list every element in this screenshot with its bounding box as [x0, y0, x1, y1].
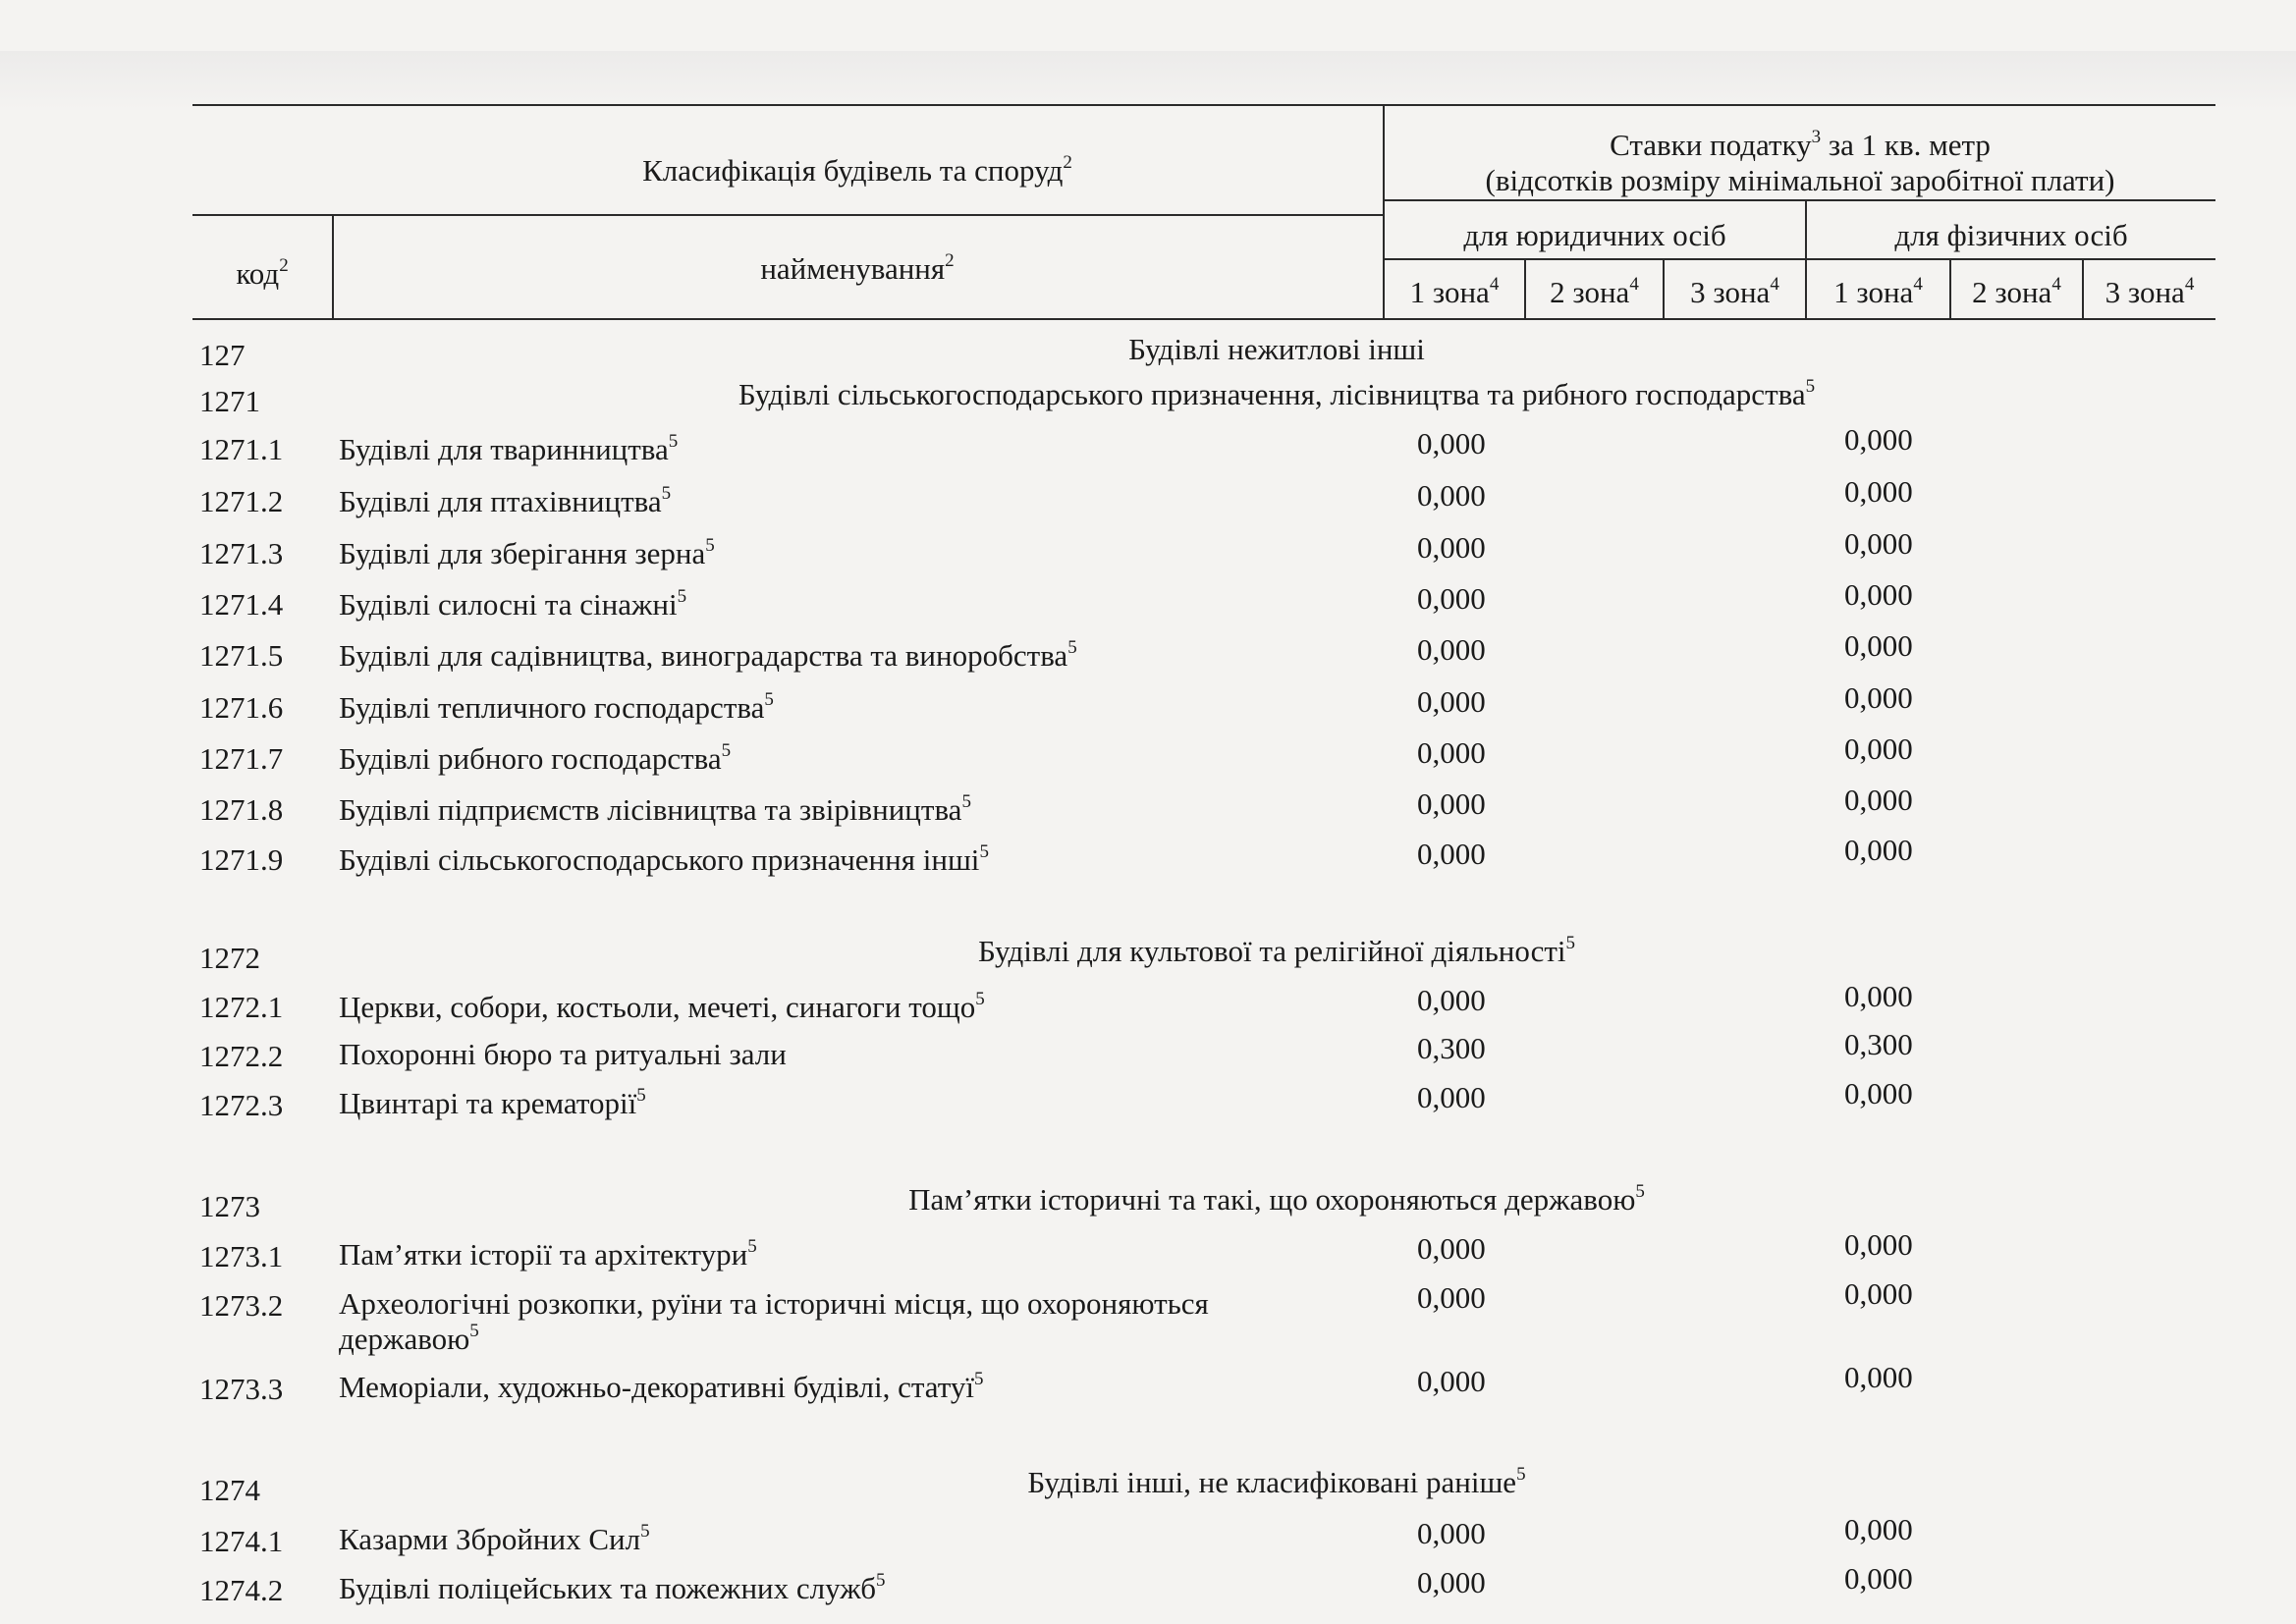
rate-legal: 0,000	[1417, 735, 1486, 770]
row-name: Меморіали, художньо-декоративні будівлі, статуї$^5$	[339, 1368, 984, 1404]
rate-legal: 0,000	[1417, 983, 1486, 1017]
header-legal-persons: для юридичних осіб	[1463, 218, 1726, 252]
row-code: 1274.1	[199, 1524, 284, 1558]
rate-legal: 0,000	[1417, 530, 1486, 565]
row-code: 1271.1	[199, 432, 284, 466]
row-code: 1273.1	[199, 1239, 284, 1273]
rate-legal: 0,000	[1417, 478, 1486, 513]
header-rates-line-2: (відсотків розміру мінімальної заробітної плати)	[1485, 163, 2115, 197]
row-code: 1273	[199, 1189, 260, 1223]
section-title: Будівлі для культової та релігійної діяльності$^5$	[977, 932, 1576, 968]
rate-physical: 0,000	[1844, 680, 1913, 715]
rate-legal: 0,000	[1417, 1231, 1486, 1266]
row-name: Будівлі підприємств лісівництва та звірівництва$^5$	[339, 790, 971, 827]
row-name: Цвинтарі та крематорії$^5$	[339, 1084, 646, 1120]
rate-physical: 0,000	[1844, 1360, 1913, 1394]
row-name: Будівлі поліцейських та пожежних служб$^5$	[339, 1569, 886, 1605]
row-code: 1274.2	[199, 1573, 284, 1607]
header-classification: Класифікація будівель та споруд$^2$	[642, 151, 1072, 188]
row-name: Церкви, собори, костьоли, мечеті, синагоги тощо$^5$	[339, 988, 985, 1024]
row-code: 127	[199, 338, 246, 372]
row-name: Похоронні бюро та ритуальні зали	[339, 1037, 787, 1071]
row-name: Казарми Збройних Сил$^5$	[339, 1520, 650, 1556]
header-rule-groups	[1383, 258, 2215, 260]
header-zone: 2 зона$^4$	[1972, 273, 2061, 309]
header-code: код$^2$	[236, 254, 289, 291]
rate-physical: 0,000	[1844, 783, 1913, 817]
row-name: Пам’ятки історії та архітектури$^5$	[339, 1235, 757, 1272]
rate-physical: 0,000	[1844, 731, 1913, 766]
rate-physical: 0,000	[1844, 1512, 1913, 1546]
rate-legal: 0,000	[1417, 837, 1486, 871]
row-code: 1271.8	[199, 792, 284, 827]
rate-physical: 0,000	[1844, 833, 1913, 867]
row-name: Будівлі рибного господарства$^5$	[339, 739, 732, 776]
rate-physical: 0,000	[1844, 474, 1913, 509]
table-top-rule	[192, 104, 2215, 106]
row-name: Археологічні розкопки, руїни та історичні місця, що охороняються	[339, 1286, 1209, 1321]
rate-physical: 0,000	[1844, 628, 1913, 663]
section-title: Пам’ятки історичні та такі, що охороняються державою$^5$	[908, 1180, 1645, 1217]
row-code: 1271	[199, 384, 260, 418]
header-rates-line-1: Ставки податку$^3$ за 1 кв. метр	[1610, 126, 1991, 162]
header-zone: 1 зона$^4$	[1409, 273, 1500, 309]
header-physical-persons: для фізичних осіб	[1894, 218, 2128, 252]
row-code: 1271.5	[199, 638, 284, 673]
rate-legal: 0,000	[1417, 1516, 1486, 1550]
rate-physical: 0,000	[1844, 1561, 1913, 1596]
rate-legal: 0,000	[1417, 426, 1486, 460]
rate-physical: 0,000	[1844, 1076, 1913, 1110]
section-title: Будівлі інші, не класифіковані раніше$^5$	[1027, 1463, 1526, 1499]
row-code: 1271.3	[199, 536, 284, 570]
row-code: 1274	[199, 1473, 260, 1507]
row-name: Будівлі для зберігання зерна$^5$	[339, 534, 715, 570]
rate-legal: 0,000	[1417, 1080, 1486, 1114]
rate-legal: 0,000	[1417, 684, 1486, 719]
header-rule-1	[192, 214, 1385, 216]
row-code: 1271.2	[199, 484, 284, 518]
rate-physical: 0,000	[1844, 979, 1913, 1013]
row-code: 1273.3	[199, 1372, 284, 1406]
row-code: 1271.6	[199, 690, 284, 725]
rate-physical: 0,000	[1844, 577, 1913, 612]
row-code: 1271.7	[199, 741, 284, 776]
header-bottom-rule	[192, 318, 2215, 320]
rate-legal: 0,300	[1417, 1031, 1486, 1065]
section-title: Будівлі нежитлові інші	[1128, 332, 1425, 366]
header-rule-rates	[1383, 199, 2215, 201]
row-code: 1271.9	[199, 842, 284, 877]
row-name: Будівлі для садівництва, виноградарства та виноробства$^5$	[339, 636, 1077, 673]
row-name: Будівлі для птахівництва$^5$	[339, 482, 672, 518]
row-name: Будівлі сільськогосподарського призначення інші$^5$	[339, 840, 989, 877]
section-title: Будівлі сільськогосподарського призначення, лісівництва та рибного господарства$^5$	[738, 375, 1816, 411]
rate-physical: 0,000	[1844, 1227, 1913, 1262]
row-name: Будівлі силосні та сінажні$^5$	[339, 585, 687, 622]
rate-physical: 0,000	[1844, 422, 1913, 457]
row-code: 1272.2	[199, 1039, 284, 1073]
header-zone: 2 зона$^4$	[1550, 273, 1639, 309]
row-code: 1272	[199, 941, 260, 975]
rate-legal: 0,000	[1417, 581, 1486, 616]
rate-legal: 0,000	[1417, 632, 1486, 667]
row-name: Будівлі тепличного господарства$^5$	[339, 688, 774, 725]
header-zone: 3 зона$^4$	[2105, 273, 2195, 309]
rate-legal: 0,000	[1417, 1364, 1486, 1398]
row-code: 1273.2	[199, 1288, 284, 1323]
row-code: 1272.3	[199, 1088, 284, 1122]
header-name: найменування$^2$	[760, 249, 955, 286]
rate-physical: 0,000	[1844, 1276, 1913, 1311]
row-name: Будівлі для тваринництва$^5$	[339, 430, 679, 466]
header-zone: 1 зона$^4$	[1833, 273, 1923, 309]
rate-legal: 0,000	[1417, 786, 1486, 821]
rate-physical: 0,000	[1844, 526, 1913, 561]
rate-legal: 0,000	[1417, 1565, 1486, 1599]
row-name-continuation: державою$^5$	[339, 1320, 479, 1356]
row-code: 1272.1	[199, 990, 284, 1024]
row-code: 1271.4	[199, 587, 284, 622]
rate-legal: 0,000	[1417, 1280, 1486, 1315]
rate-physical: 0,300	[1844, 1027, 1913, 1061]
header-zone: 3 зона$^4$	[1690, 273, 1779, 309]
